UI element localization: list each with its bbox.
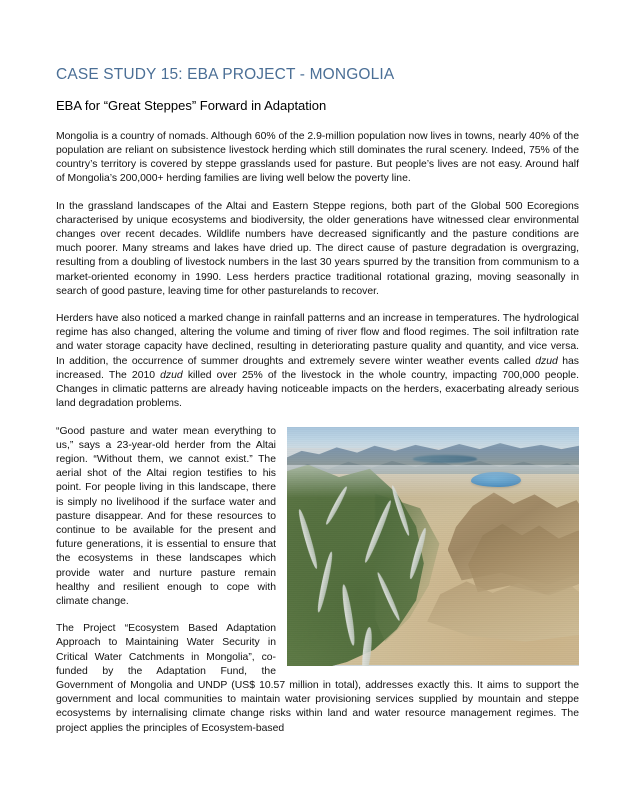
document-content (56, 66, 579, 749)
paragraph-project-description: The Project “Ecosystem Based Adaptation Approach to Maintaining Water Security in Critical Water Catchments in Mongolia”, co-funded by the Adaptation Fund, the Government of Mongolia and UNDP (US$ 10.57 million in total), addresses exactly this. It aims to support the government and local communities to maintain water provisioning services supplied by mountain and steppe ecosystems by internalising climate change risks within land and water resource management regimes. The project applies the principles of Ecosystem-based (56, 623, 579, 734)
photo-river-distant (413, 455, 477, 463)
term-dzud-first: dzud (535, 355, 558, 367)
page-subtitle: EBA for “Great Steppes” Forward in Adaptation (56, 97, 327, 113)
paragraph-herder-quote: “Good pasture and water mean everything to us,” says a 23-year-old herder from the Altai region. “Without them, we cannot exist.” The aerial shot of the Altai region testifies to his point. For people living in this landscape, there is simply no livelihood if the surface water and pasture disappear. And for these resources to continue to be available for the present and future generations, it is essential to ensure that the ecosystems in these landscapes which provide water and nurture pasture remain healthy and resilient enough to cope with climate change. (56, 425, 276, 607)
photo-lake (471, 472, 521, 488)
paragraph-climate-impacts (56, 312, 579, 411)
photo-sky (287, 427, 579, 449)
page-title: CASE STUDY 15: EBA PROJECT - MONGOLIA (56, 66, 395, 83)
aerial-photo-image (287, 427, 579, 666)
paragraph-grassland-landscapes: In the grassland landscapes of the Altai and Eastern Steppe regions, both part of the Global 500 Ecoregions characterised by unique ecosystems and biodiversity, the older generations have witnessed clear environmental changes over recent decades. Wildlife numbers have decreased significantly and the pasture conditions are much poorer. Many streams and lakes have dried up. The direct cause of pasture degradation is overgrazing, resulting from a doubling of livestock numbers in the last 30 years spurred by the transition from communism to a market-oriented economy in 1990. Less herders practice traditional rotational grazing, moving seasonally in search of good pasture, leaving time for other pasturelands to recover. (56, 200, 579, 297)
paragraph-climate-impacts-text-c: killed over 25% of the livestock in the whole country, impacting 700,000 people. Changes in climatic patterns are already having noticeable impacts on the herders, exacerbating already serious land degradation problems. (56, 369, 579, 410)
paragraph-climate-impacts-text-b: has increased. The 2010 (56, 355, 580, 381)
figure-aerial-altai (287, 427, 579, 666)
paragraph-intro: Mongolia is a country of nomads. Although 60% of the 2.9-million population now lives in towns, nearly 40% of the population are reliant on subsistence livestock herding which still dominates the rural scenery. Indeed, 75% of the country’s territory is covered by steppe grasslands used for pasture. But people’s lives are not easy. Around half of Mongolia’s 200,000+ herding families are living well below the poverty line. (56, 130, 579, 185)
paragraph-climate-impacts-text-a: Herders have also noticed a marked change in rainfall patterns and an increase in temperatures. The hydrological regime has also changed, altering the volume and timing of river flow and flood regimes. The soil infiltration rate and water storage capacity have declined, resulting in deteriorating pasture quality and quantity, and vice versa. In addition, the occurrence of summer droughts and extremely severe winter weather events called (56, 313, 579, 367)
term-dzud-second: dzud (160, 369, 183, 381)
